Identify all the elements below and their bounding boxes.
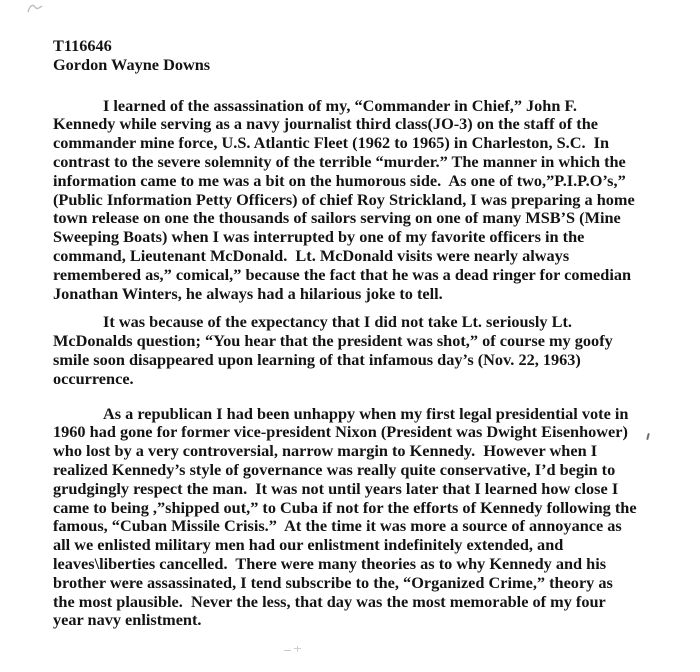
document-line: year navy enlistment. (53, 610, 202, 630)
scan-artifact-plus (297, 646, 298, 652)
document-line: brother were assassinated, I tend subscribe to the, “Organized Crime,” theory as (53, 572, 613, 592)
document-line: (Public Information Petty Officers) of chief Roy Strickland, I was preparing a home (53, 189, 635, 209)
document-line: commander mine force, U.S. Atlantic Fleet (1962 to 1965) in Charleston, S.C. In (53, 133, 610, 153)
document-line: As a republican I had been unhappy when my first legal presidential vote in (103, 403, 629, 423)
document-line: came to being ,”shipped out,” to Cuba if not for the efforts of Kennedy following the (53, 497, 637, 517)
document-line: the most plausible. Never the less, that day was the most memorable of my four (53, 591, 606, 611)
paragraph-1 (53, 97, 664, 304)
document-line: McDonalds question; “You hear that the president was shot,” of course my goofy (53, 331, 613, 351)
document-line: smile soon disappeared upon learning of that infamous day’s (Nov. 22, 1963) (53, 349, 581, 369)
document-line: leaves\liberties cancelled. There were many theories as to why Kennedy and his (53, 553, 607, 573)
document-line: Sweeping Boats) when I was interrupted by one of my favorite officers in the (53, 227, 585, 247)
document-line: realized Kennedy’s style of governance was really quite conservative, I’d begin to (53, 459, 616, 479)
document-line: who lost by a very controversial, narrow margin to Kennedy. However when I (53, 441, 598, 461)
scan-artifact-plus (294, 648, 301, 649)
document-line: It was because of the expectancy that I did not take Lt. seriously Lt. (103, 312, 572, 332)
scan-artifact-dash (284, 650, 291, 651)
document-line: all we enlisted military men had our enlistment indefinitely extended, and (53, 535, 564, 555)
document-line: 1960 had gone for former vice-president Nixon (President was Dwight Eisenhower) (53, 422, 628, 442)
document-line: information came to me was a bit on the humorous side. As one of two,”P.I.P.O’s,” (53, 170, 626, 190)
author-name: Gordon Wayne Downs (53, 54, 211, 74)
paragraph-2 (53, 313, 664, 388)
document-line: command, Lieutenant McDonald. Lt. McDonald visits were nearly always (53, 245, 570, 265)
document-line: I learned of the assassination of my, “Commander in Chief,” John F. (103, 95, 578, 115)
document-line: occurrence. (53, 368, 134, 388)
document-line: town release on one the thousands of sailors serving on one of many MSB’S (Mine (53, 208, 621, 228)
document-line: Kennedy while serving as a navy journalist third class(JO-3) on the staff of the (53, 114, 598, 134)
document-line: remembered as,” comical,” because the fact that he was a dead ringer for comedian (53, 264, 632, 284)
document-line: famous, “Cuban Missile Crisis.” At the time it was more a source of annoyance as (53, 516, 622, 536)
document-line: Jonathan Winters, he always had a hilarious joke to tell. (53, 283, 443, 303)
document-id: T116646 (53, 36, 112, 55)
document-header (53, 37, 664, 75)
document-line: contrast to the severe solemnity of the terrible “murder.” The manner in which the (53, 151, 626, 171)
document-line: grudgingly respect the man. It was not until years later that I learned how close I (53, 478, 619, 498)
paragraph-3 (53, 405, 664, 631)
